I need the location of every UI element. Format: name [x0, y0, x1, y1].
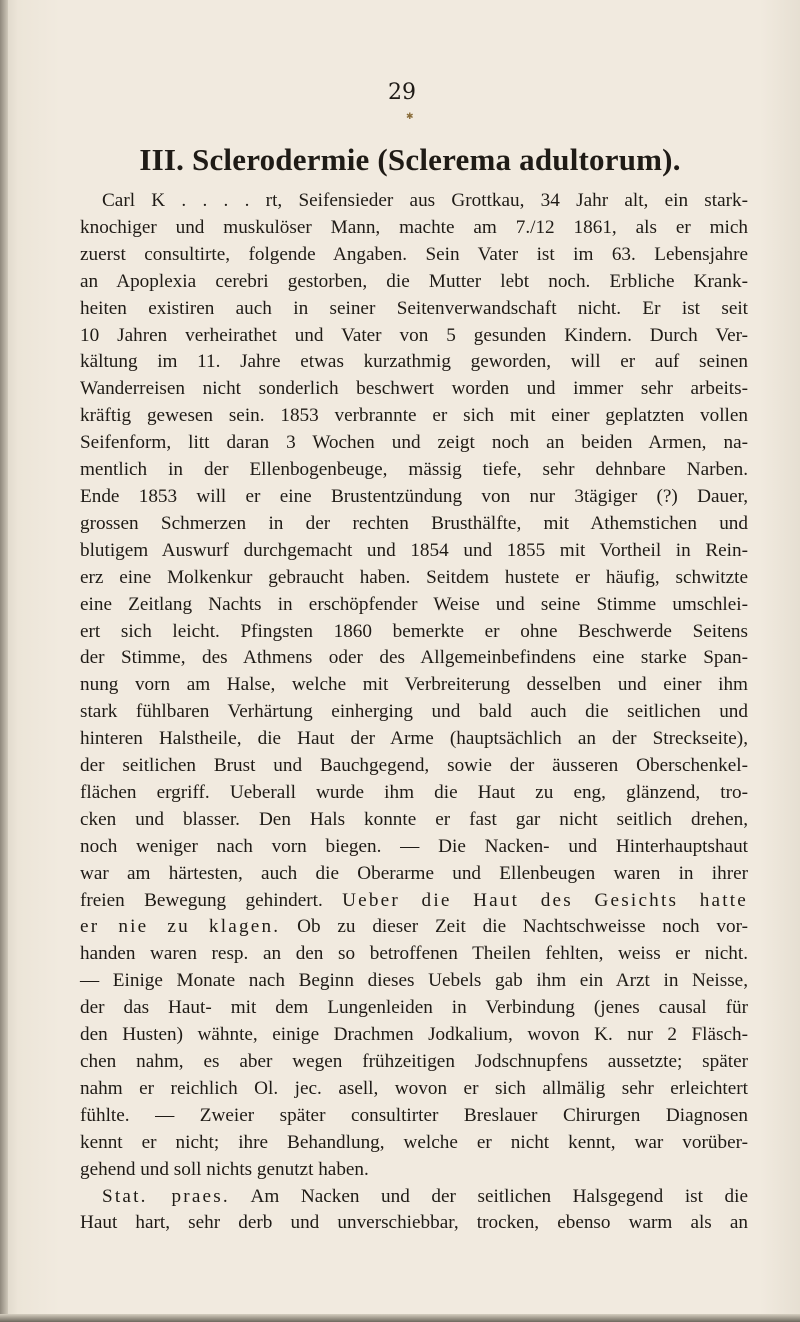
text-line: grossen Schmerzen in der rechten Brusthälfte, mit Athemstichen und — [80, 512, 748, 534]
text-line: war am härtesten, auch die Oberarme und Ellenbeugen waren in ihrer — [80, 862, 748, 884]
text-line: der das Haut- mit dem Lungenleiden in Verbindung (jenes causal für — [80, 997, 748, 1019]
text-line: den Husten) wähnte, einige Drachmen Jodkalium, wovon K. nur 2 Fläsch- — [80, 1024, 748, 1046]
emphasized-text: Ueber die Haut des Gesichts hatte — [342, 889, 749, 911]
text-line: 10 Jahren verheirathet und Vater von 5 gesunden Kindern. Durch Ver- — [80, 324, 748, 346]
text-line: knochiger und muskulöser Mann, machte am 7./12 1861, als er mich — [80, 216, 748, 238]
text-line: fühlte. — Zweier später consultirter Breslauer Chirurgen Diagnosen — [80, 1104, 748, 1126]
text-line: der Stimme, des Athmens oder des Allgemeinbefindens eine starke Span- — [80, 647, 748, 669]
text-line-mixed — [80, 1184, 748, 1211]
emphasized-text: er nie zu klagen. — [80, 916, 281, 938]
text-fragment: Am Nacken und der seitlichen Halsgegend ist die — [250, 1185, 748, 1207]
text-line: erz eine Molkenkur gebraucht haben. Seitdem hustete er häufig, schwitzte — [80, 566, 748, 588]
text-line: ert sich leicht. Pfingsten 1860 bemerkte er ohne Beschwerde Seitens — [80, 620, 748, 642]
text-line: flächen ergriff. Ueberall wurde ihm die Haut zu eng, glänzend, tro- — [80, 781, 748, 803]
text-line: Carl K . . . . rt, Seifensieder aus Grottkau, 34 Jahr alt, ein stark- — [102, 190, 748, 211]
text-line: — Einige Monate nach Beginn dieses Uebels gab ihm ein Arzt in Neisse, — [80, 970, 748, 992]
page-shadow-bottom — [0, 1314, 800, 1322]
text-line: eine Zeitlang Nachts in erschöpfender Weise und seine Stimme umschlei- — [80, 593, 748, 615]
text-line: mentlich in der Ellenbogenbeuge, mässig tiefe, sehr dehnbare Narben. — [80, 459, 748, 481]
text-line: nahm er reichlich Ol. jec. asell, wovon er sich allmälig sehr erleichtert — [80, 1077, 748, 1099]
text-line: Seifenform, litt daran 3 Wochen und zeigt noch an beiden Armen, na- — [80, 432, 748, 454]
text-line: Ende 1853 will er eine Brustentzündung von nur 3tägiger (?) Dauer, — [80, 485, 748, 507]
text-line: chen nahm, es aber wegen frühzeitigen Jodschnupfens aussetzte; später — [80, 1051, 748, 1072]
text-line: heiten existiren auch in seiner Seitenverwandschaft nicht. Er ist seit — [80, 297, 748, 319]
text-line: stark fühlbaren Verhärtung einherging und bald auch die seitlichen und — [80, 701, 748, 723]
text-line: der seitlichen Brust und Bauchgegend, sowie der äusseren Oberschenkel- — [80, 755, 748, 777]
text-line: kräftig gewesen sein. 1853 verbrannte er sich mit einer geplatzten vollen — [80, 405, 748, 427]
page-number: 29 — [388, 80, 416, 105]
text-fragment: Ob zu dieser Zeit die Nachtschweisse noch vor- — [297, 916, 749, 938]
text-line-mixed — [80, 888, 748, 915]
ink-mark: ✱ — [406, 112, 414, 122]
text-line: kältung im 11. Jahre etwas kurzathmig geworden, will er auf seinen — [80, 351, 748, 373]
text-line: handen waren resp. an den so betroffenen Theilen fehlten, weiss er nicht. — [80, 943, 748, 965]
text-line: Haut hart, sehr derb und unverschiebbar, trocken, ebenso warm als an — [80, 1212, 748, 1234]
text-line: an Apoplexia cerebri gestorben, die Mutter lebt noch. Erbliche Krank- — [80, 270, 748, 292]
emphasized-text: Stat. praes. — [102, 1185, 230, 1207]
text-line: cken und blasser. Den Hals konnte er fast gar nicht seitlich drehen, — [80, 808, 748, 830]
body-text — [80, 188, 748, 1237]
text-line: blutigem Auswurf durchgemacht und 1854 und 1855 mit Vortheil in Rein- — [80, 539, 748, 561]
text-line: nung vorn am Halse, welche mit Verbreiterung desselben und einer ihm — [80, 674, 748, 696]
section-heading: III. Sclerodermie (Sclerema adultorum). — [139, 142, 681, 177]
text-line: gehend und soll nichts genutzt haben. — [80, 1158, 369, 1180]
text-fragment: freien Bewegung gehindert. — [80, 889, 323, 911]
page-shadow-left — [0, 0, 8, 1322]
text-line: zuerst consultirte, folgende Angaben. Sein Vater ist im 63. Lebensjahre — [80, 243, 748, 265]
text-line: noch weniger nach vorn biegen. — Die Nacken- und Hinterhauptshaut — [80, 835, 748, 857]
text-line: Wanderreisen nicht sonderlich beschwert worden und immer sehr arbeits- — [80, 378, 748, 400]
text-line: kennt er nicht; ihre Behandlung, welche er nicht kennt, war vorüber- — [80, 1131, 748, 1153]
text-line: hinteren Halstheile, die Haut der Arme (hauptsächlich an der Streckseite), — [80, 728, 748, 750]
text-line-mixed — [80, 914, 748, 941]
